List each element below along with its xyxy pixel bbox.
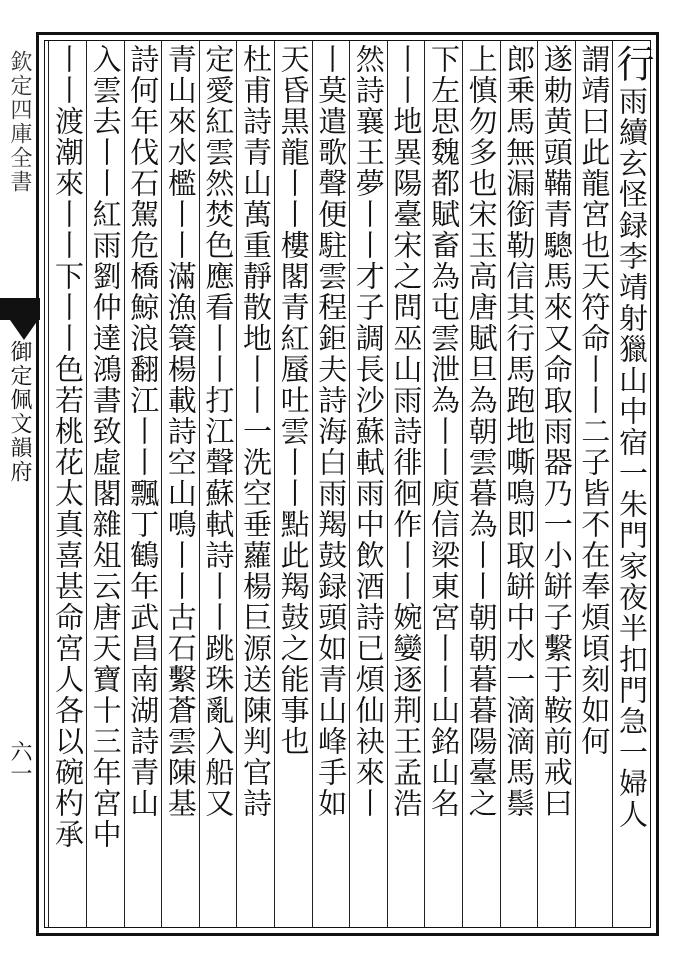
column-text: 遂勅黄頭鞴青驄馬來又命取雨器乃一小缾子繫于鞍前戒曰 xyxy=(539,44,574,819)
page-number: 六一 xyxy=(7,740,32,784)
column-text: 然詩襄王夢丨丨才子調長沙蘇軾雨中飲酒詩已煩仙袂來丨 xyxy=(351,44,386,819)
column-text: 上慎勿多也宋玉高唐賦旦為朝雲暮為丨丨朝朝暮暮陽臺之 xyxy=(464,44,499,819)
column-text: 入雲去丨丨紅雨劉仲達鴻書致虛閣雜俎云唐天寶十三年宮中 xyxy=(88,44,123,850)
column-text: 下左思魏都賦畜為屯雲泄為丨丨庾信梁東宮丨丨山銘山名 xyxy=(426,44,461,819)
fishtail-mark-icon xyxy=(10,320,38,340)
text-column xyxy=(463,44,499,924)
text-column xyxy=(275,44,311,924)
text-column xyxy=(49,44,85,924)
column-text: 雨續玄怪録李靖射獵山中宿一朱門家夜半扣門急一婦人 xyxy=(614,86,649,830)
text-column xyxy=(538,44,574,924)
margin-divider-bar xyxy=(0,298,40,320)
column-text: 杜甫詩青山萬重靜散地丨丨一洗空垂蘿楊巨源送陳判官詩 xyxy=(238,44,273,819)
page-margin xyxy=(0,40,36,928)
column-text: 定愛紅雲然焚色應看丨丨打江聲蘇軾詩丨丨跳珠亂入船又 xyxy=(201,44,236,819)
column-text: 丨丨渡潮來丨丨下丨丨色若桃花太真喜甚命宮人各以碗杓承 xyxy=(50,44,85,850)
text-column xyxy=(200,44,236,924)
text-column xyxy=(162,44,198,924)
text-column xyxy=(87,44,123,924)
column-text: 詩何年伐石駕危橋鯨浪翻江丨丨飄丁鶴年武昌南湖詩青山 xyxy=(126,44,161,819)
text-column xyxy=(501,44,537,924)
entry-headword: 行 xyxy=(609,44,654,86)
volume-title: 御定佩文韻府 xyxy=(7,340,32,484)
column-text: 青山來水檻丨丨滿漁簑楊載詩空山鳴丨丨古石繫蒼雲陳基 xyxy=(163,44,198,819)
text-column xyxy=(350,44,386,924)
text-column xyxy=(609,44,654,924)
text-column xyxy=(576,44,612,924)
text-column xyxy=(237,44,273,924)
column-text: 丨莫遣歌聲便駐雲程鉅夫詩海白雨羯鼓録頭如青山峰手如 xyxy=(314,44,349,819)
column-text: 丨丨地異陽臺宋之問巫山雨詩徘徊作丨丨婉孌逐荆王孟浩 xyxy=(389,44,424,819)
book-title: 欽定四庫全書 xyxy=(7,50,32,194)
text-column xyxy=(388,44,424,924)
column-text: 謂靖曰此龍宮也天符命丨丨二子皆不在奉煩頃刻如何 xyxy=(577,44,612,757)
column-text: 郎乗馬無漏銜勒信其行馬跑地嘶鳴即取缾中水一滴滴馬鬃 xyxy=(502,44,537,819)
text-column xyxy=(425,44,461,924)
text-column xyxy=(125,44,161,924)
text-column xyxy=(313,44,349,924)
column-text: 天昏黒龍丨丨樓閣青紅蜃吐雲丨丨點此羯鼓之能事也 xyxy=(276,44,311,757)
